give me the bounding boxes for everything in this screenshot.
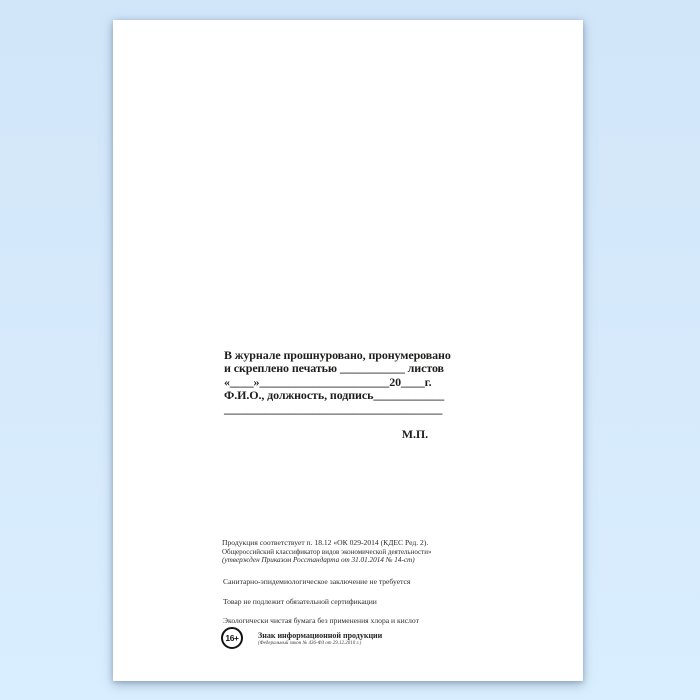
eco-paper-note: Экологически чистая бумага без применения хлора и кислот <box>223 616 419 625</box>
information-product-mark <box>221 627 382 649</box>
information-mark-title: Знак информационной продукции <box>258 631 383 640</box>
age-16-plus-icon: 16+ <box>221 627 243 649</box>
compliance-line-3: (утвержден Приказом Росстандарта от 31.01.2014 № 14-ст) <box>222 556 415 565</box>
lacing-line-5-blank: _____________________________________ <box>224 401 443 416</box>
compliance-line-1: Продукция соответствует п. 18.12 «ОК 029-2014 (КДЕС Ред. 2). <box>222 538 429 547</box>
lacing-certification-block <box>224 348 451 442</box>
sanitary-note: Санитарно-эпидемиологическое заключение не требуется <box>223 577 411 586</box>
lacing-line-1: В журнале прошнуровано, пронумеровано <box>224 348 451 362</box>
product-compliance-paragraph <box>222 539 431 565</box>
information-mark-text <box>258 631 382 647</box>
information-mark-law-reference: (Федеральный закон № 436-ФЗ от 29.12.2010 г.) <box>258 641 362 646</box>
journal-back-page <box>113 20 583 681</box>
lacing-line-4-name-position-signature: Ф.И.О., должность, подпись____________ <box>224 388 445 403</box>
lacing-line-2: и скреплено печатью ___________ листов <box>224 361 444 376</box>
compliance-line-2: Общероссийский классификатор видов экономической деятельности» <box>222 547 432 556</box>
stamp-place-abbr: М.П. <box>401 427 428 442</box>
lacing-line-3-date: «____»______________________20____г. <box>224 374 432 389</box>
certification-note: Товар не подлежит обязательной сертификации <box>223 597 377 606</box>
